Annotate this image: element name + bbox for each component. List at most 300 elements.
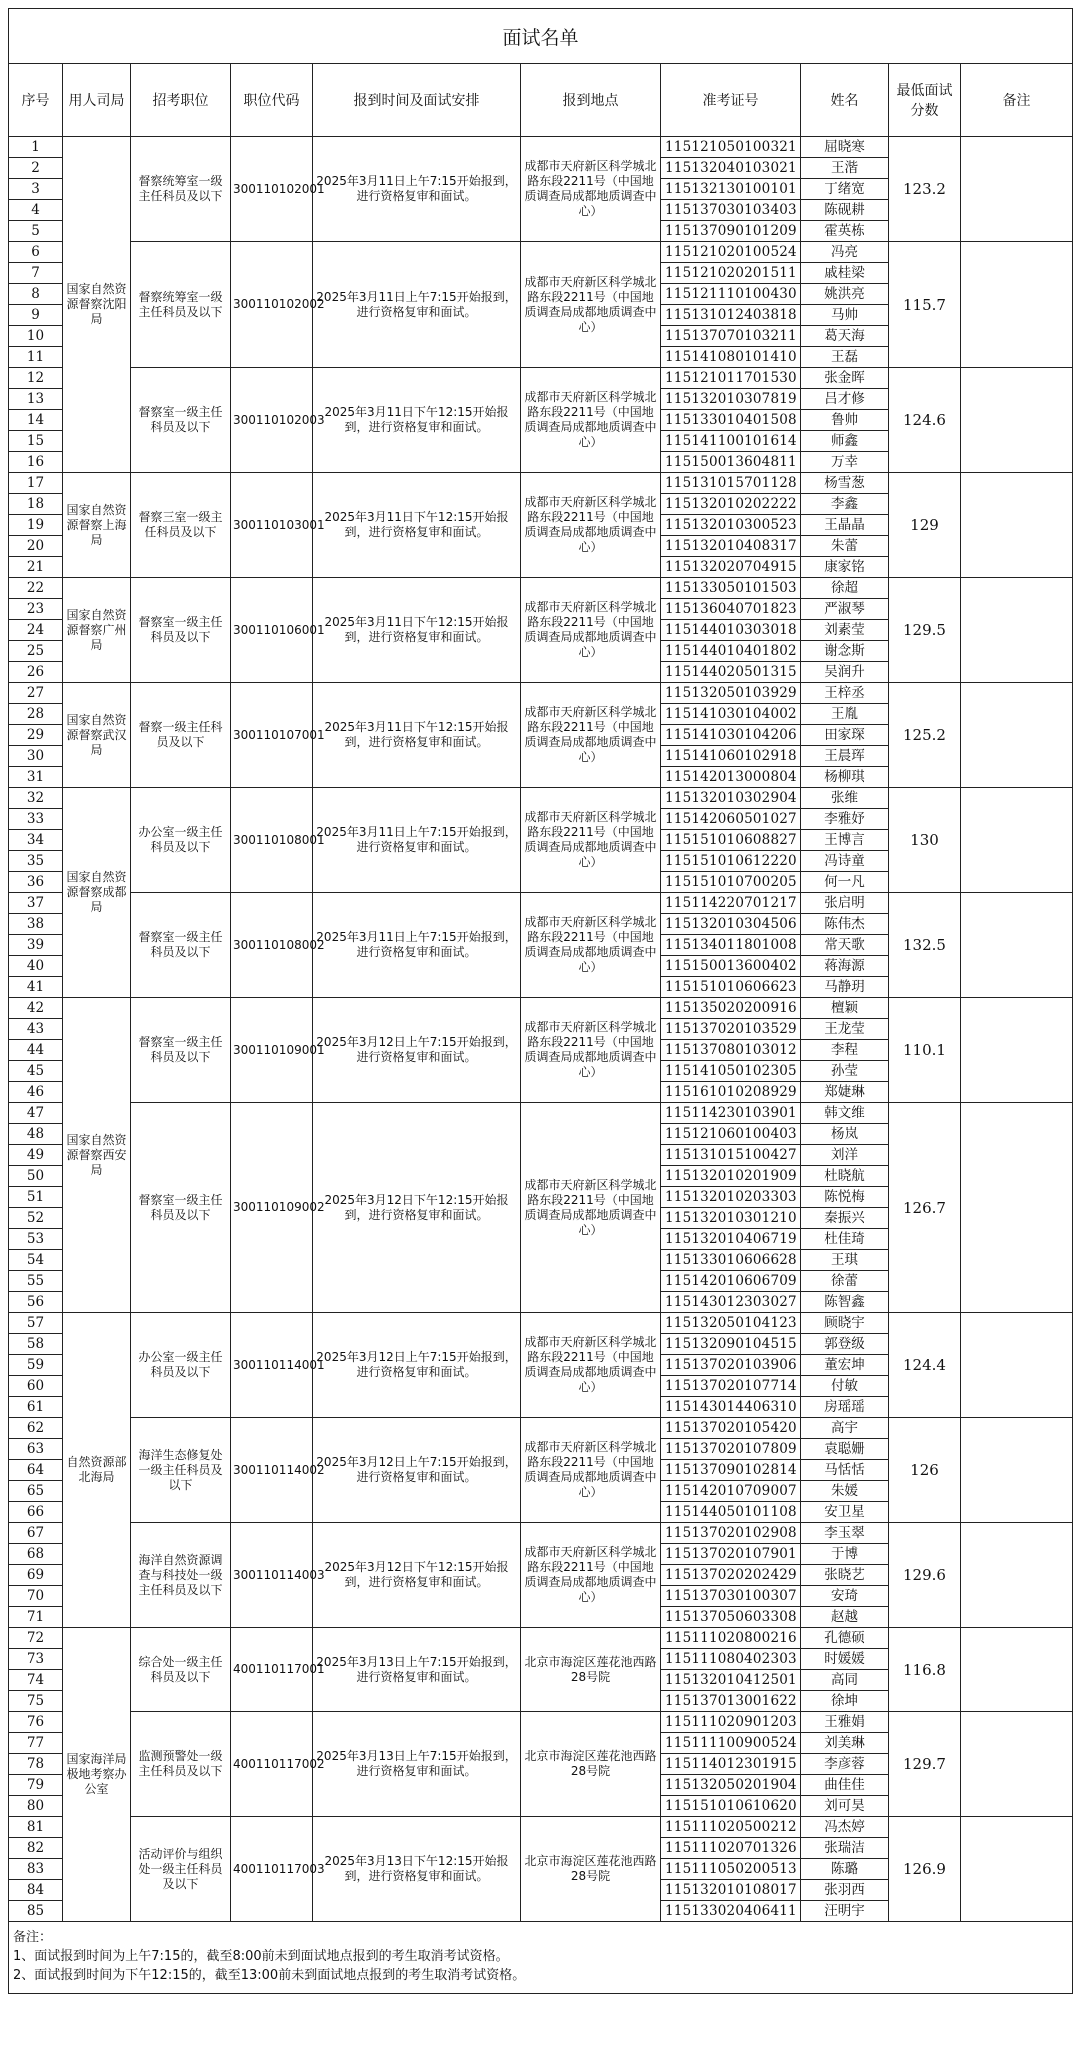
exam-number-cell: 115121011701530 [661, 368, 801, 389]
exam-number-cell: 115142010709007 [661, 1481, 801, 1502]
candidate-name-cell: 刘可昊 [801, 1796, 889, 1817]
min-score-cell: 130 [889, 788, 961, 893]
department-cell: 国家自然资源督察西安局 [63, 998, 131, 1313]
candidate-name-cell: 马帅 [801, 305, 889, 326]
candidate-name-cell: 杜晓航 [801, 1166, 889, 1187]
location-cell: 成都市天府新区科学城北路东段2211号（中国地质调查局成都地质调查中心） [521, 242, 661, 368]
interview-list-sheet [8, 8, 1072, 1994]
row-index: 76 [9, 1712, 63, 1733]
candidate-name-cell: 吴润升 [801, 662, 889, 683]
schedule-cell: 2025年3月11日下午12:15开始报到，进行资格复审和面试。 [313, 473, 521, 578]
position-code-cell: 400110117001 [231, 1628, 313, 1712]
exam-number-cell: 115133010606628 [661, 1250, 801, 1271]
min-score-cell: 125.2 [889, 683, 961, 788]
row-index: 62 [9, 1418, 63, 1439]
candidate-name-cell: 杨雪葱 [801, 473, 889, 494]
row-index: 71 [9, 1607, 63, 1628]
note-line: 2、面试报到时间为下午12:15的，截至13:00前未到面试地点报到的考生取消考试资格。 [13, 1968, 526, 1983]
candidate-name-cell: 陈悦梅 [801, 1187, 889, 1208]
position-cell: 办公室一级主任科员及以下 [131, 788, 231, 893]
exam-number-cell: 115137020107809 [661, 1439, 801, 1460]
exam-number-cell: 115132010408317 [661, 536, 801, 557]
location-cell: 成都市天府新区科学城北路东段2211号（中国地质调查局成都地质调查中心） [521, 893, 661, 998]
header-remarks: 备注 [961, 64, 1073, 137]
row-index: 61 [9, 1397, 63, 1418]
exam-number-cell: 115131015100427 [661, 1145, 801, 1166]
candidate-name-cell: 汪明宇 [801, 1901, 889, 1922]
remarks-cell [961, 1817, 1073, 1922]
position-code-cell: 300110108002 [231, 893, 313, 998]
row-index: 54 [9, 1250, 63, 1271]
schedule-cell: 2025年3月11日上午7:15开始报到，进行资格复审和面试。 [313, 788, 521, 893]
remarks-cell [961, 1628, 1073, 1712]
table-row [9, 242, 1073, 263]
candidate-name-cell: 袁聪姗 [801, 1439, 889, 1460]
remarks-cell [961, 137, 1073, 242]
row-index: 13 [9, 389, 63, 410]
candidate-name-cell: 王磊 [801, 347, 889, 368]
exam-number-cell: 115133010401508 [661, 410, 801, 431]
position-cell: 督察一级主任科员及以下 [131, 683, 231, 788]
exam-number-cell: 115137030103403 [661, 200, 801, 221]
exam-number-cell: 115121060100403 [661, 1124, 801, 1145]
candidate-name-cell: 徐坤 [801, 1691, 889, 1712]
schedule-cell: 2025年3月11日上午7:15开始报到，进行资格复审和面试。 [313, 137, 521, 242]
row-index: 4 [9, 200, 63, 221]
location-cell: 成都市天府新区科学城北路东段2211号（中国地质调查局成都地质调查中心） [521, 788, 661, 893]
candidate-name-cell: 杨岚 [801, 1124, 889, 1145]
exam-number-cell: 115142013000804 [661, 767, 801, 788]
candidate-name-cell: 秦振兴 [801, 1208, 889, 1229]
candidate-name-cell: 田家琛 [801, 725, 889, 746]
row-index: 43 [9, 1019, 63, 1040]
row-index: 65 [9, 1481, 63, 1502]
exam-number-cell: 115132010301210 [661, 1208, 801, 1229]
candidate-name-cell: 马静玥 [801, 977, 889, 998]
exam-number-cell: 115142010606709 [661, 1271, 801, 1292]
candidate-name-cell: 霍英栋 [801, 221, 889, 242]
row-index: 22 [9, 578, 63, 599]
row-index: 5 [9, 221, 63, 242]
row-index: 12 [9, 368, 63, 389]
row-index: 10 [9, 326, 63, 347]
exam-number-cell: 115137080103012 [661, 1040, 801, 1061]
exam-number-cell: 115137020202429 [661, 1565, 801, 1586]
row-index: 36 [9, 872, 63, 893]
remarks-cell [961, 1313, 1073, 1418]
candidate-name-cell: 郑婕琳 [801, 1082, 889, 1103]
table-row [9, 788, 1073, 809]
row-index: 47 [9, 1103, 63, 1124]
candidate-name-cell: 李彦蓉 [801, 1754, 889, 1775]
row-index: 40 [9, 956, 63, 977]
header-exam-number: 准考证号 [661, 64, 801, 137]
exam-number-cell: 115141060102918 [661, 746, 801, 767]
position-code-cell: 300110114003 [231, 1523, 313, 1628]
candidate-rows [9, 137, 1073, 1922]
exam-number-cell: 115135020200916 [661, 998, 801, 1019]
candidate-name-cell: 张启明 [801, 893, 889, 914]
candidate-name-cell: 赵越 [801, 1607, 889, 1628]
row-index: 55 [9, 1271, 63, 1292]
table-row [9, 1523, 1073, 1544]
schedule-cell: 2025年3月13日上午7:15开始报到，进行资格复审和面试。 [313, 1628, 521, 1712]
row-index: 29 [9, 725, 63, 746]
position-cell: 办公室一级主任科员及以下 [131, 1313, 231, 1418]
position-code-cell: 300110109002 [231, 1103, 313, 1313]
min-score-cell: 126.9 [889, 1817, 961, 1922]
exam-number-cell: 115144010401802 [661, 641, 801, 662]
row-index: 58 [9, 1334, 63, 1355]
schedule-cell: 2025年3月12日上午7:15开始报到，进行资格复审和面试。 [313, 998, 521, 1103]
exam-number-cell: 115121020201511 [661, 263, 801, 284]
exam-number-cell: 115141050102305 [661, 1061, 801, 1082]
candidate-name-cell: 李玉翠 [801, 1523, 889, 1544]
row-index: 45 [9, 1061, 63, 1082]
exam-number-cell: 115132010304506 [661, 914, 801, 935]
row-index: 73 [9, 1649, 63, 1670]
row-index: 14 [9, 410, 63, 431]
exam-number-cell: 115137020103906 [661, 1355, 801, 1376]
exam-number-cell: 115143012303027 [661, 1292, 801, 1313]
candidate-name-cell: 郭登级 [801, 1334, 889, 1355]
exam-number-cell: 115137020107901 [661, 1544, 801, 1565]
min-score-cell: 126.7 [889, 1103, 961, 1313]
candidate-name-cell: 王梓丞 [801, 683, 889, 704]
header-position-code: 职位代码 [231, 64, 313, 137]
location-cell: 成都市天府新区科学城北路东段2211号（中国地质调查局成都地质调查中心） [521, 1103, 661, 1313]
remarks-cell [961, 1418, 1073, 1523]
row-index: 53 [9, 1229, 63, 1250]
table-row [9, 1712, 1073, 1733]
candidate-name-cell: 戚桂梁 [801, 263, 889, 284]
position-cell: 督察室一级主任科员及以下 [131, 368, 231, 473]
candidate-name-cell: 房瑶瑶 [801, 1397, 889, 1418]
row-index: 42 [9, 998, 63, 1019]
row-index: 7 [9, 263, 63, 284]
candidate-name-cell: 冯亮 [801, 242, 889, 263]
candidate-name-cell: 杨柳琪 [801, 767, 889, 788]
row-index: 64 [9, 1460, 63, 1481]
row-index: 82 [9, 1838, 63, 1859]
header-position: 招考职位 [131, 64, 231, 137]
min-score-cell: 132.5 [889, 893, 961, 998]
candidate-name-cell: 康家铭 [801, 557, 889, 578]
location-cell: 成都市天府新区科学城北路东段2211号（中国地质调查局成都地质调查中心） [521, 1313, 661, 1418]
position-cell: 督察室一级主任科员及以下 [131, 578, 231, 683]
exam-number-cell: 115114220701217 [661, 893, 801, 914]
exam-number-cell: 115132010203303 [661, 1187, 801, 1208]
exam-number-cell: 115132050103929 [661, 683, 801, 704]
position-cell: 督察统筹室一级主任科员及以下 [131, 242, 231, 368]
row-index: 38 [9, 914, 63, 935]
row-index: 70 [9, 1586, 63, 1607]
candidate-name-cell: 檀颖 [801, 998, 889, 1019]
exam-number-cell: 115132010307819 [661, 389, 801, 410]
location-cell: 成都市天府新区科学城北路东段2211号（中国地质调查局成都地质调查中心） [521, 998, 661, 1103]
remarks-cell [961, 368, 1073, 473]
row-index: 15 [9, 431, 63, 452]
exam-number-cell: 115121110100430 [661, 284, 801, 305]
exam-number-cell: 115137020107714 [661, 1376, 801, 1397]
exam-number-cell: 115111100900524 [661, 1733, 801, 1754]
table-row [9, 1103, 1073, 1124]
exam-number-cell: 115111080402303 [661, 1649, 801, 1670]
department-cell: 国家自然资源督察广州局 [63, 578, 131, 683]
exam-number-cell: 115150013600402 [661, 956, 801, 977]
candidate-name-cell: 张羽西 [801, 1880, 889, 1901]
candidate-name-cell: 王琪 [801, 1250, 889, 1271]
candidate-name-cell: 徐蕾 [801, 1271, 889, 1292]
exam-number-cell: 115137020102908 [661, 1523, 801, 1544]
candidate-name-cell: 王雅娟 [801, 1712, 889, 1733]
row-index: 83 [9, 1859, 63, 1880]
min-score-cell: 126 [889, 1418, 961, 1523]
row-index: 75 [9, 1691, 63, 1712]
candidate-name-cell: 时媛媛 [801, 1649, 889, 1670]
row-index: 60 [9, 1376, 63, 1397]
min-score-cell: 124.6 [889, 368, 961, 473]
candidate-name-cell: 朱媛 [801, 1481, 889, 1502]
header-index: 序号 [9, 64, 63, 137]
candidate-name-cell: 于博 [801, 1544, 889, 1565]
exam-number-cell: 115133020406411 [661, 1901, 801, 1922]
candidate-name-cell: 王晨珲 [801, 746, 889, 767]
candidate-name-cell: 常天歌 [801, 935, 889, 956]
position-code-cell: 300110106001 [231, 578, 313, 683]
exam-number-cell: 115144010303018 [661, 620, 801, 641]
schedule-cell: 2025年3月12日上午7:15开始报到，进行资格复审和面试。 [313, 1313, 521, 1418]
row-index: 81 [9, 1817, 63, 1838]
exam-number-cell: 115132010202222 [661, 494, 801, 515]
row-index: 35 [9, 851, 63, 872]
exam-number-cell: 115114012301915 [661, 1754, 801, 1775]
position-cell: 督察三室一级主任科员及以下 [131, 473, 231, 578]
exam-number-cell: 115151010610620 [661, 1796, 801, 1817]
location-cell: 成都市天府新区科学城北路东段2211号（中国地质调查局成都地质调查中心） [521, 1418, 661, 1523]
row-index: 57 [9, 1313, 63, 1334]
row-index: 31 [9, 767, 63, 788]
position-cell: 督察室一级主任科员及以下 [131, 1103, 231, 1313]
row-index: 34 [9, 830, 63, 851]
candidate-name-cell: 高同 [801, 1670, 889, 1691]
exam-number-cell: 115111020500212 [661, 1817, 801, 1838]
candidate-name-cell: 张瑞洁 [801, 1838, 889, 1859]
remarks-cell [961, 998, 1073, 1103]
position-cell: 督察室一级主任科员及以下 [131, 998, 231, 1103]
position-cell: 海洋自然资源调查与科技处一级主任科员及以下 [131, 1523, 231, 1628]
candidate-name-cell: 葛天海 [801, 326, 889, 347]
schedule-cell: 2025年3月11日下午12:15开始报到，进行资格复审和面试。 [313, 578, 521, 683]
exam-number-cell: 115137090101209 [661, 221, 801, 242]
exam-number-cell: 115150013604811 [661, 452, 801, 473]
exam-number-cell: 115151010700205 [661, 872, 801, 893]
row-index: 20 [9, 536, 63, 557]
position-cell: 督察统筹室一级主任科员及以下 [131, 137, 231, 242]
row-index: 26 [9, 662, 63, 683]
row-index: 28 [9, 704, 63, 725]
candidate-name-cell: 冯诗童 [801, 851, 889, 872]
exam-number-cell: 115133050101503 [661, 578, 801, 599]
remarks-cell [961, 473, 1073, 578]
row-index: 79 [9, 1775, 63, 1796]
candidate-name-cell: 师鑫 [801, 431, 889, 452]
exam-number-cell: 115141080101410 [661, 347, 801, 368]
row-index: 46 [9, 1082, 63, 1103]
min-score-cell: 129 [889, 473, 961, 578]
position-cell: 综合处一级主任科员及以下 [131, 1628, 231, 1712]
position-code-cell: 300110109001 [231, 998, 313, 1103]
exam-number-cell: 115137013001622 [661, 1691, 801, 1712]
row-index: 3 [9, 179, 63, 200]
candidate-name-cell: 王博言 [801, 830, 889, 851]
remarks-cell [961, 893, 1073, 998]
exam-number-cell: 115132010300523 [661, 515, 801, 536]
candidate-name-cell: 杜佳琦 [801, 1229, 889, 1250]
row-index: 17 [9, 473, 63, 494]
page-title: 面试名单 [9, 9, 1073, 64]
candidate-name-cell: 高宇 [801, 1418, 889, 1439]
location-cell: 成都市天府新区科学城北路东段2211号（中国地质调查局成都地质调查中心） [521, 1523, 661, 1628]
row-index: 41 [9, 977, 63, 998]
candidate-name-cell: 董宏坤 [801, 1355, 889, 1376]
schedule-cell: 2025年3月11日上午7:15开始报到，进行资格复审和面试。 [313, 893, 521, 998]
candidate-name-cell: 张维 [801, 788, 889, 809]
exam-number-cell: 115137020105420 [661, 1418, 801, 1439]
row-index: 69 [9, 1565, 63, 1586]
exam-number-cell: 115151010606623 [661, 977, 801, 998]
exam-number-cell: 115111020701326 [661, 1838, 801, 1859]
candidate-name-cell: 刘美琳 [801, 1733, 889, 1754]
remarks-cell [961, 242, 1073, 368]
candidate-name-cell: 韩文维 [801, 1103, 889, 1124]
table-row [9, 683, 1073, 704]
department-cell: 国家自然资源督察武汉局 [63, 683, 131, 788]
exam-number-cell: 115132090104515 [661, 1334, 801, 1355]
row-index: 48 [9, 1124, 63, 1145]
position-code-cell: 300110107001 [231, 683, 313, 788]
exam-number-cell: 115114230103901 [661, 1103, 801, 1124]
remarks-cell [961, 578, 1073, 683]
row-index: 50 [9, 1166, 63, 1187]
row-index: 33 [9, 809, 63, 830]
row-index: 25 [9, 641, 63, 662]
row-index: 77 [9, 1733, 63, 1754]
candidate-name-cell: 李鑫 [801, 494, 889, 515]
remarks-cell [961, 683, 1073, 788]
candidate-name-cell: 吕才修 [801, 389, 889, 410]
schedule-cell: 2025年3月12日上午7:15开始报到，进行资格复审和面试。 [313, 1418, 521, 1523]
exam-number-cell: 115111020901203 [661, 1712, 801, 1733]
exam-number-cell: 115137070103211 [661, 326, 801, 347]
row-index: 80 [9, 1796, 63, 1817]
header-row [9, 64, 1073, 137]
location-cell: 北京市海淀区莲花池西路28号院 [521, 1712, 661, 1817]
row-index: 78 [9, 1754, 63, 1775]
candidate-name-cell: 孔德硕 [801, 1628, 889, 1649]
min-score-cell: 129.6 [889, 1523, 961, 1628]
exam-number-cell: 115143014406310 [661, 1397, 801, 1418]
candidate-name-cell: 张晓艺 [801, 1565, 889, 1586]
exam-number-cell: 115132010201909 [661, 1166, 801, 1187]
candidate-name-cell: 陈砚耕 [801, 200, 889, 221]
position-code-cell: 400110117002 [231, 1712, 313, 1817]
exam-number-cell: 115151010612220 [661, 851, 801, 872]
row-index: 72 [9, 1628, 63, 1649]
candidate-name-cell: 王龙莹 [801, 1019, 889, 1040]
exam-number-cell: 115141030104002 [661, 704, 801, 725]
exam-number-cell: 115142060501027 [661, 809, 801, 830]
candidate-name-cell: 徐超 [801, 578, 889, 599]
candidate-name-cell: 何一凡 [801, 872, 889, 893]
row-index: 32 [9, 788, 63, 809]
exam-number-cell: 115141100101614 [661, 431, 801, 452]
schedule-cell: 2025年3月11日上午7:15开始报到，进行资格复审和面试。 [313, 242, 521, 368]
table-row [9, 473, 1073, 494]
row-index: 24 [9, 620, 63, 641]
row-index: 19 [9, 515, 63, 536]
row-index: 51 [9, 1187, 63, 1208]
exam-number-cell: 115137050603308 [661, 1607, 801, 1628]
exam-number-cell: 115144020501315 [661, 662, 801, 683]
exam-number-cell: 115132010412501 [661, 1670, 801, 1691]
candidate-name-cell: 姚洪亮 [801, 284, 889, 305]
table-row [9, 1817, 1073, 1838]
row-index: 63 [9, 1439, 63, 1460]
exam-number-cell: 115111020800216 [661, 1628, 801, 1649]
exam-number-cell: 115132020704915 [661, 557, 801, 578]
position-code-cell: 300110108001 [231, 788, 313, 893]
candidate-name-cell: 顾晓宇 [801, 1313, 889, 1334]
min-score-cell: 129.7 [889, 1712, 961, 1817]
location-cell: 成都市天府新区科学城北路东段2211号（中国地质调查局成都地质调查中心） [521, 473, 661, 578]
row-index: 27 [9, 683, 63, 704]
exam-number-cell: 115111050200513 [661, 1859, 801, 1880]
candidate-name-cell: 马恬恬 [801, 1460, 889, 1481]
exam-number-cell: 115137030100307 [661, 1586, 801, 1607]
candidate-name-cell: 刘素莹 [801, 620, 889, 641]
position-code-cell: 300110114001 [231, 1313, 313, 1418]
candidate-name-cell: 陈伟杰 [801, 914, 889, 935]
candidate-name-cell: 刘洋 [801, 1145, 889, 1166]
min-score-cell: 129.5 [889, 578, 961, 683]
position-code-cell: 300110114002 [231, 1418, 313, 1523]
title-row [9, 9, 1073, 64]
exam-number-cell: 115151010608827 [661, 830, 801, 851]
table-row [9, 998, 1073, 1019]
candidate-name-cell: 冯杰婷 [801, 1817, 889, 1838]
location-cell: 成都市天府新区科学城北路东段2211号（中国地质调查局成都地质调查中心） [521, 683, 661, 788]
position-cell: 监测预警处一级主任科员及以下 [131, 1712, 231, 1817]
remarks-cell [961, 788, 1073, 893]
candidate-name-cell: 孙莹 [801, 1061, 889, 1082]
row-index: 30 [9, 746, 63, 767]
row-index: 21 [9, 557, 63, 578]
table-row [9, 1628, 1073, 1649]
row-index: 68 [9, 1544, 63, 1565]
row-index: 18 [9, 494, 63, 515]
schedule-cell: 2025年3月12日下午12:15开始报到，进行资格复审和面试。 [313, 1523, 521, 1628]
position-cell: 活动评价与组织处一级主任科员及以下 [131, 1817, 231, 1922]
table-row [9, 368, 1073, 389]
exam-number-cell: 115131015701128 [661, 473, 801, 494]
candidate-name-cell: 鲁帅 [801, 410, 889, 431]
candidate-name-cell: 屈晓寒 [801, 137, 889, 158]
location-cell: 北京市海淀区莲花池西路28号院 [521, 1817, 661, 1922]
header-location: 报到地点 [521, 64, 661, 137]
notes-row [9, 1922, 1073, 1994]
position-code-cell: 400110117003 [231, 1817, 313, 1922]
